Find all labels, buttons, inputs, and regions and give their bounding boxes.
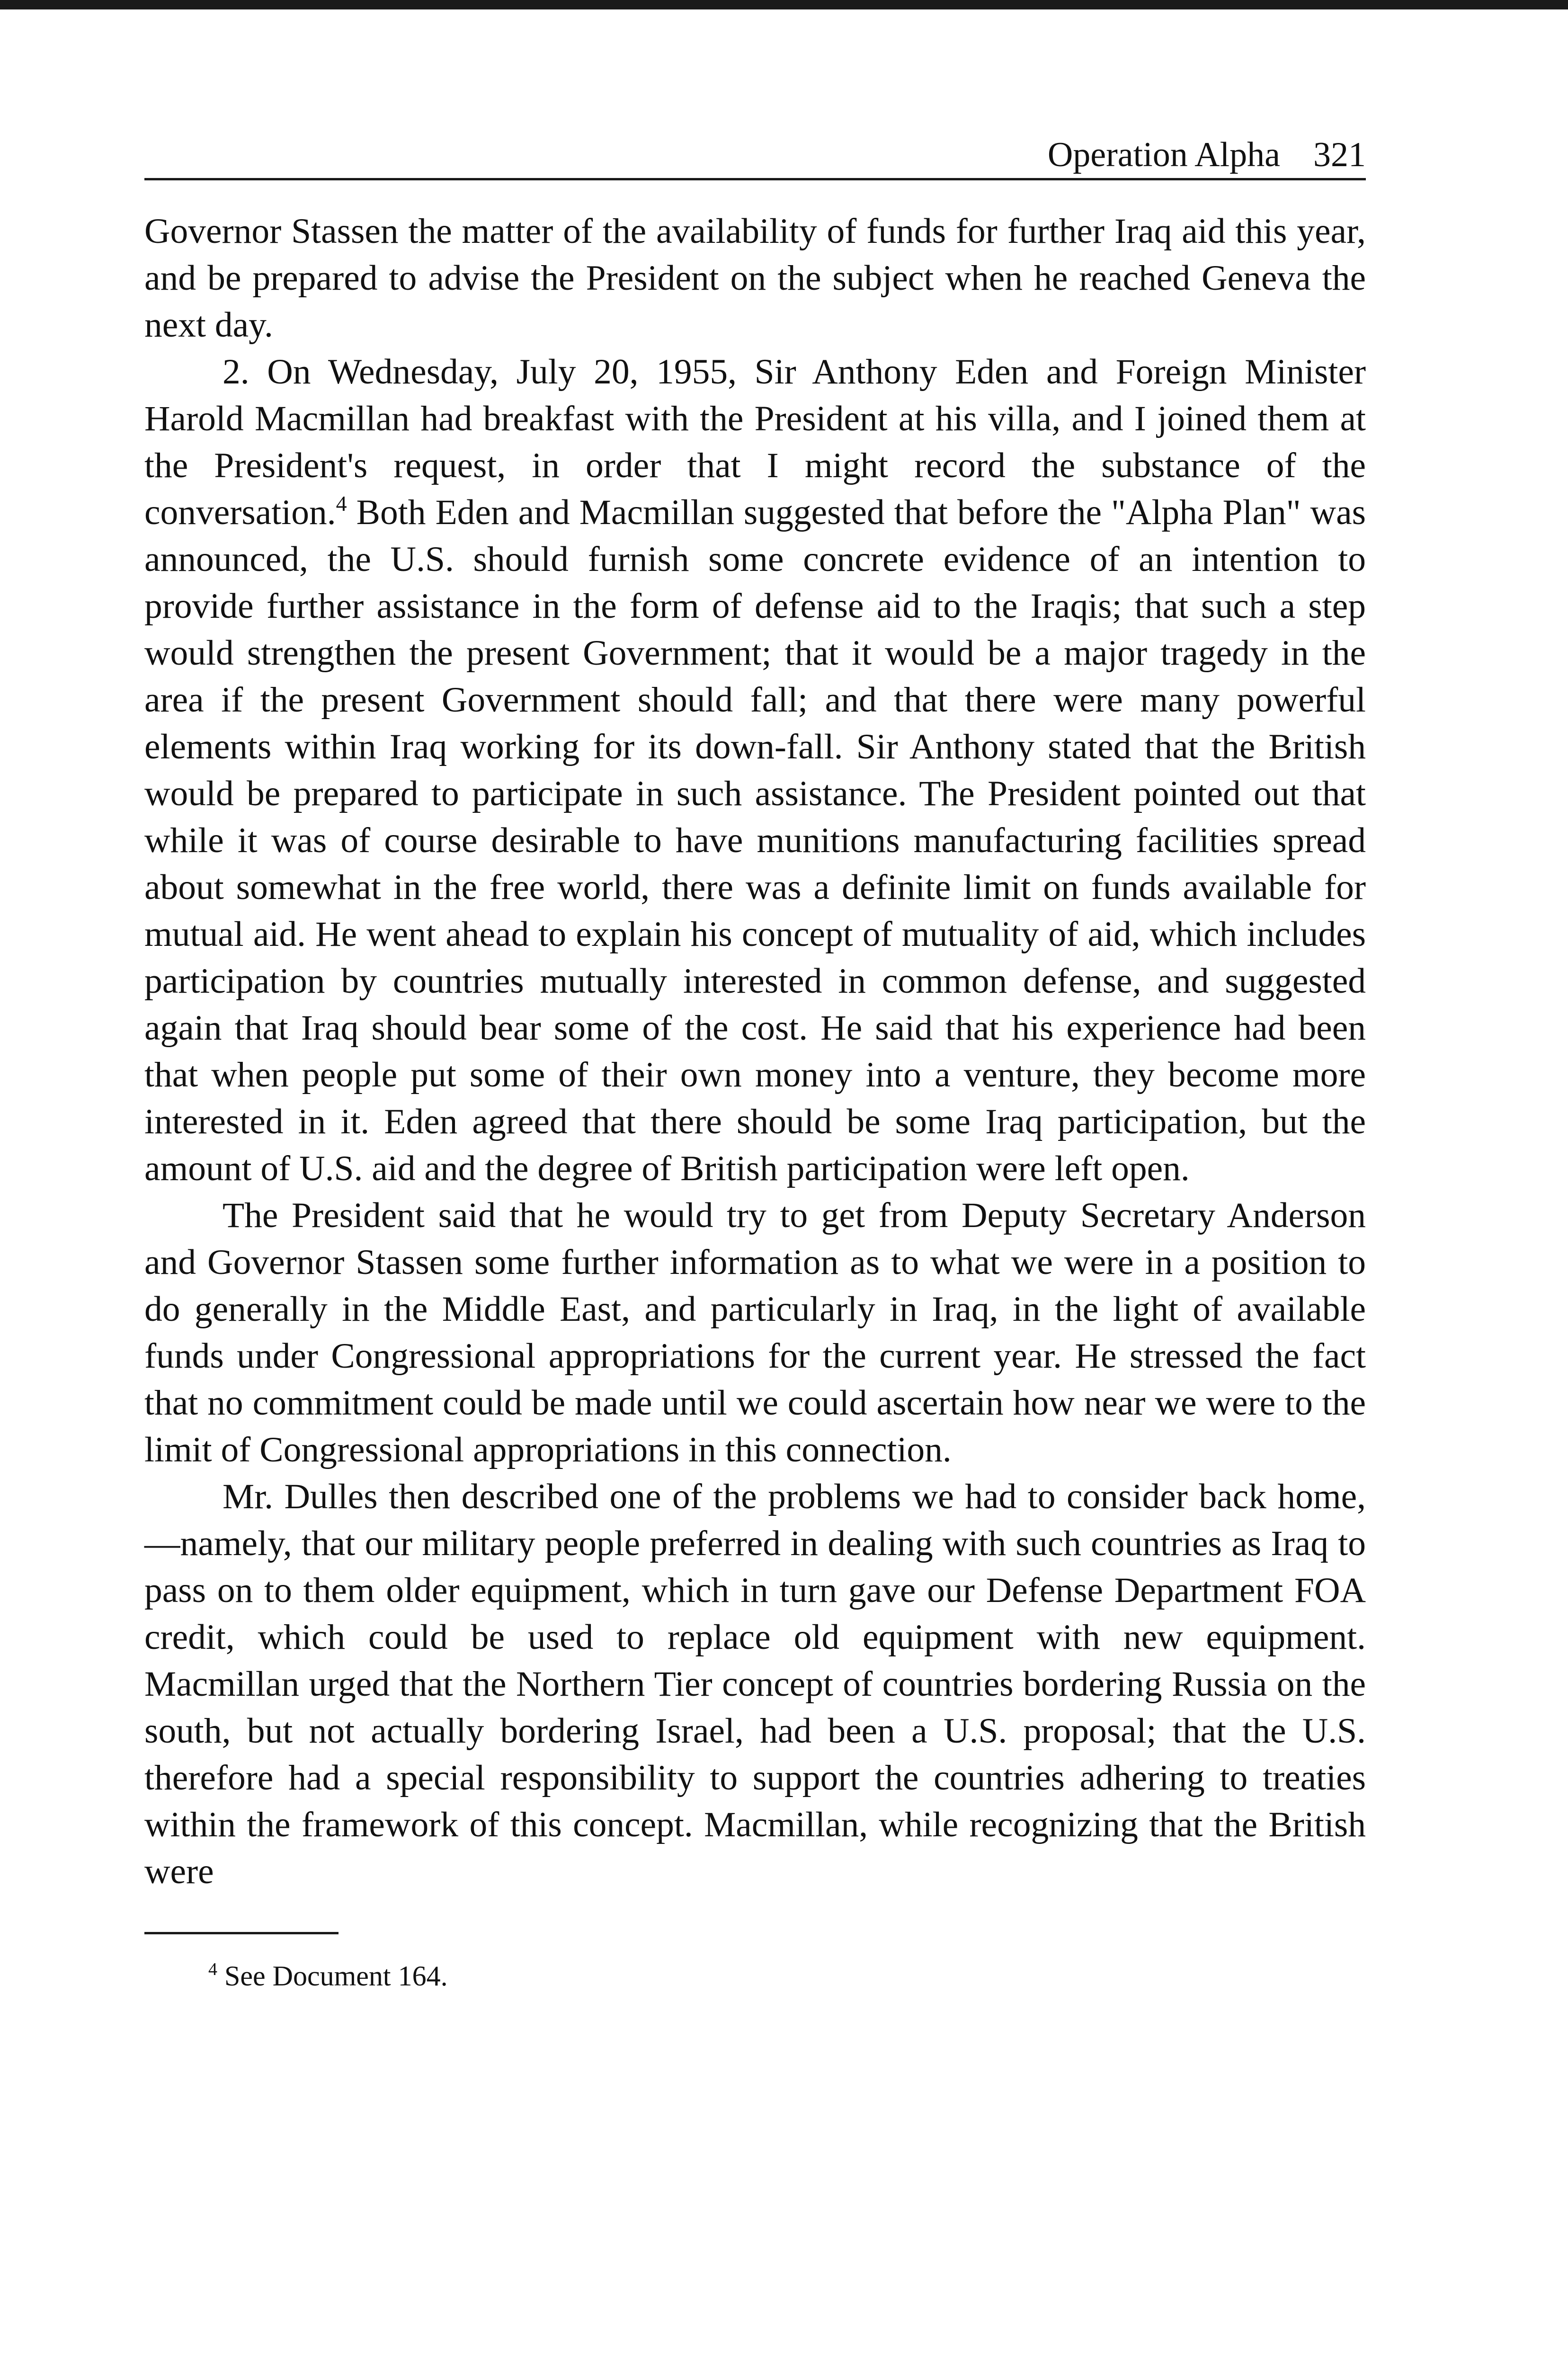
paragraph-2	[144, 348, 1366, 1192]
footnote-marker: 4	[208, 1959, 217, 1979]
paragraph-2-text-b: Both Eden and Macmillan suggested that before the "Alpha Plan" was announced, the U.S. should furnish some concrete evidence of an intention to provide further assistance in the form of defense aid to the Iraqis; that such a step would strengthen the present Government; that it would be a major tragedy in the area if the present Government should fall; and that there were many powerful elements within Iraq working for its down-fall. Sir Anthony stated that the British would be prepared to participate in such assistance. The President pointed out that while it was of course desirable to have munitions manufacturing facilities spread about somewhat in the free world, there was a definite limit on funds available for mutual aid. He went ahead to explain his concept of mutuality of aid, which includes participation by countries mutually interested in common defense, and suggested again that Iraq should bear some of the cost. He said that his experience had been that when people put some of their own money into a venture, they become more interested in it. Eden agreed that there should be some Iraq participation, but the amount of U.S. aid and the degree of British participation were left open.	[144, 493, 1366, 1188]
running-head	[144, 137, 1366, 180]
paragraph-4: Mr. Dulles then described one of the problems we had to consider back home,—namely, that our military people preferred in dealing with such countries as Iraq to pass on to them older equipment, which in turn gave our Defense Department FOA credit, which could be used to replace old equipment with new equipment. Macmillan urged that the Northern Tier concept of countries bordering Russia on the south, but not actually bordering Israel, had been a U.S. proposal; that the U.S. therefore had a special responsibility to support the countries adhering to treaties within the framework of this concept. Macmillan, while recognizing that the British were	[144, 1477, 1366, 1891]
footnote	[144, 1959, 1366, 1993]
running-head-title: Operation Alpha	[1047, 135, 1280, 174]
footnote-divider	[144, 1932, 339, 1934]
page-number: 321	[1313, 135, 1366, 174]
scan-top-border	[0, 0, 1568, 9]
document-page	[144, 137, 1366, 1993]
paragraph-2-text-a: 2. On Wednesday, July 20, 1955, Sir Anthony Eden and Foreign Minister Harold Macmillan had breakfast with the President at his villa, and I joined them at the President's request, in order that I might record the substance of the conversation.	[144, 352, 1366, 532]
footnote-reference: 4	[336, 491, 347, 516]
footnote-text: See Document 164.	[217, 1960, 448, 1992]
paragraph-3: The President said that he would try to get from Deputy Secretary Anderson and Governor Stassen some further information as to what we were in a position to do generally in the Middle East, and particularly in Iraq, in the light of available funds under Congressional appropriations for the current year. He stressed the fact that no commitment could be made until we could ascertain how near we were to the limit of Congressional appropriations in this connection.	[144, 1196, 1366, 1469]
paragraph-1: Governor Stassen the matter of the availability of funds for further Iraq aid this year, and be prepared to advise the President on the subject when he reached Geneva the next day.	[144, 212, 1366, 345]
body-text	[144, 208, 1366, 1895]
